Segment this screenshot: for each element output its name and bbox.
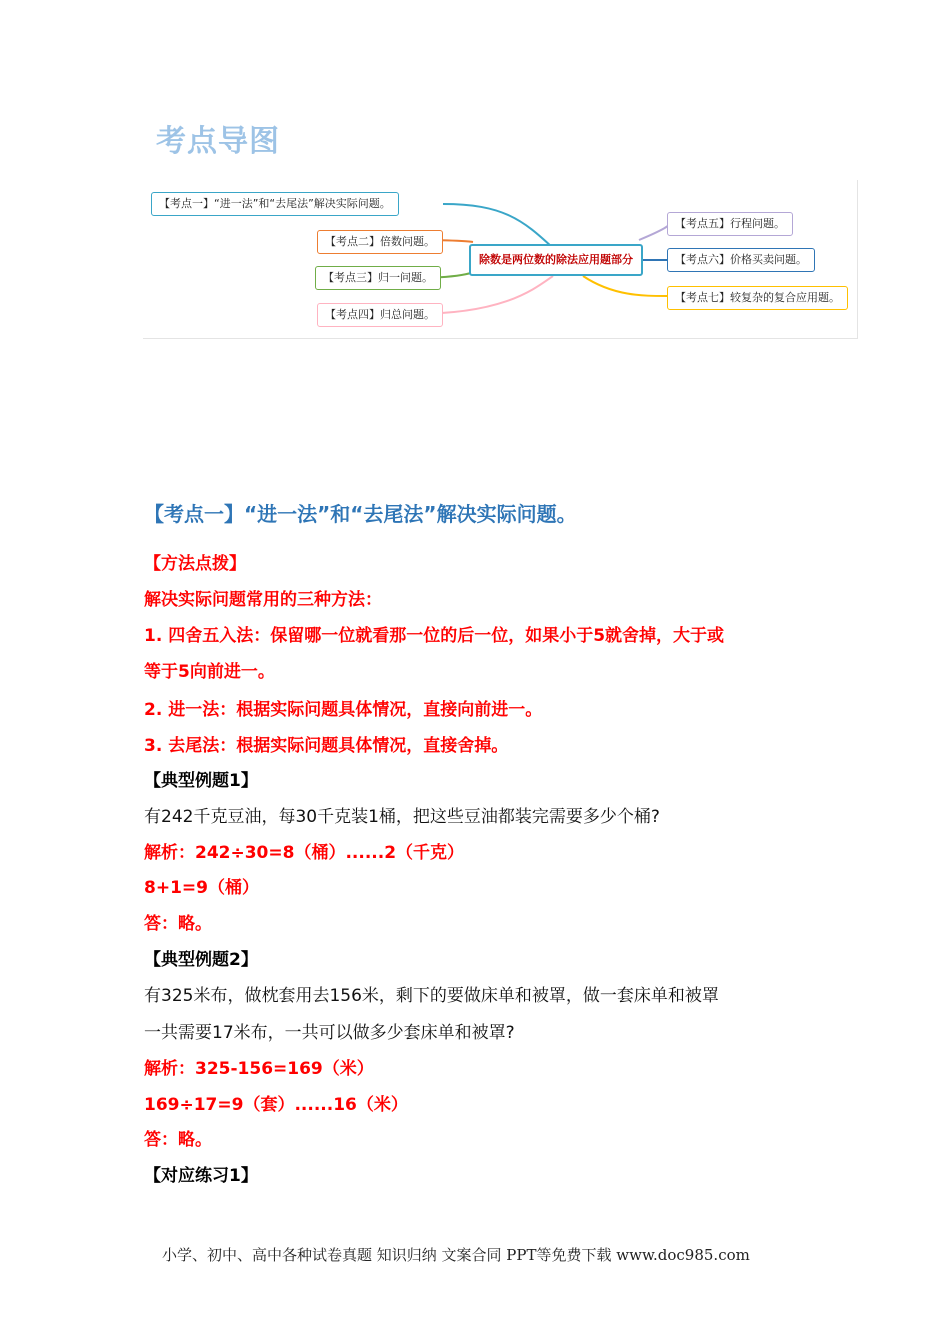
mindmap <box>143 180 858 339</box>
method-3: 3. 去尾法：根据实际问题具体情况，直接舍掉。 <box>144 736 509 756</box>
example-2-solution-1: 解析：325-156=169（米） <box>144 1059 374 1079</box>
branch-5 <box>639 224 669 240</box>
method-1-cont: 等于5向前进一。 <box>144 662 275 682</box>
mindmap-node-2: 【考点二】倍数问题。 <box>317 230 443 254</box>
mindmap-node-6: 【考点六】价格买卖问题。 <box>667 248 815 272</box>
method-tip-label: 【方法点拨】 <box>144 554 246 574</box>
example-2-label: 【典型例题2】 <box>144 950 258 970</box>
method-2: 2. 进一法：根据实际问题具体情况，直接向前进一。 <box>144 700 543 720</box>
mindmap-center-node: 除数是两位数的除法应用题部分 <box>469 244 643 276</box>
example-1-solution-2: 8+1=9（桶） <box>144 878 259 898</box>
branch-7 <box>583 276 667 296</box>
mindmap-heading: 考点导图 <box>156 124 280 159</box>
example-2-solution-2: 169÷17=9（套）......16（米） <box>144 1095 408 1115</box>
method-1: 1. 四舍五入法：保留哪一位就看那一位的后一位，如果小于5就舍掉，大于或 <box>144 626 725 646</box>
example-2-question-1: 有325米布，做枕套用去156米，剩下的要做床单和被罩，做一套床单和被罩 <box>144 986 719 1006</box>
practice-1-label: 【对应练习1】 <box>144 1166 258 1186</box>
mindmap-node-4: 【考点四】归总问题。 <box>317 303 443 327</box>
mindmap-node-3: 【考点三】归一问题。 <box>315 266 441 290</box>
example-2-answer: 答：略。 <box>144 1130 212 1150</box>
section-title: 【考点一】“进一法”和“去尾法”解决实际问题。 <box>144 502 577 526</box>
example-1-answer: 答：略。 <box>144 914 212 934</box>
mindmap-node-5: 【考点五】行程问题。 <box>667 212 793 236</box>
example-1-label: 【典型例题1】 <box>144 771 258 791</box>
example-1-solution-1: 解析：242÷30=8（桶）......2（千克） <box>144 843 465 863</box>
mindmap-node-7: 【考点七】较复杂的复合应用题。 <box>667 286 848 310</box>
page-footer: 小学、初中、高中各种试卷真题 知识归纳 文案合同 PPT等免费下载 www.doc985.com <box>162 1246 750 1264</box>
method-intro: 解决实际问题常用的三种方法： <box>144 590 382 610</box>
example-1-question: 有242千克豆油，每30千克装1桶，把这些豆油都装完需要多少个桶? <box>144 807 660 827</box>
mindmap-node-1: 【考点一】“进一法”和“去尾法”解决实际问题。 <box>151 192 399 216</box>
example-2-question-2: 一共需要17米布，一共可以做多少套床单和被罩? <box>144 1023 515 1043</box>
